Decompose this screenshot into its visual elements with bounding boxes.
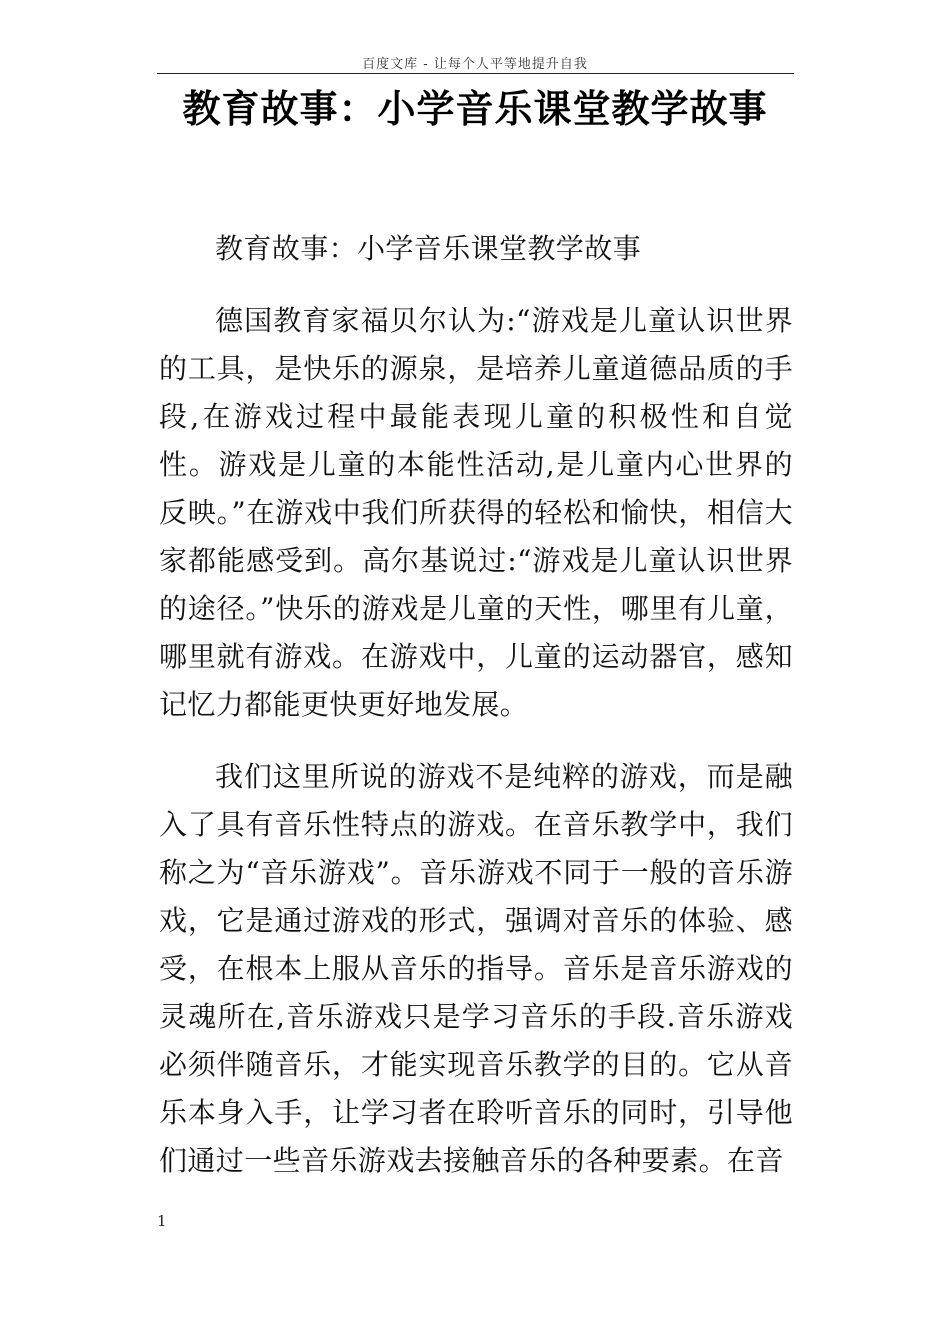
body-paragraph: 德国教育家福贝尔认为:“游戏是儿童认识世界的工具，是快乐的源泉，是培养儿童道德品质的手段,在游戏过程中最能表现儿童的积极性和自觉性。游戏是儿童的本能性活动,是儿童内心世界的反映。”在游戏中我们所获得的轻松和愉快，相信大家都能感受到。高尔基说过:“游戏是儿童认识世界的途径。”快乐的游戏是儿童的天性，哪里有儿童，哪里就有游戏。在游戏中，儿童的运动器官，感知记忆力都能更快更好地发展。 (159, 304, 793, 721)
page-header: 百度文库 - 让每个人平等地提升自我 (362, 57, 588, 72)
document-body (159, 225, 793, 1209)
header-divider (157, 73, 794, 74)
subtitle-paragraph: 教育故事：小学音乐课堂教学故事 (215, 232, 642, 265)
body-paragraph: 我们这里所说的游戏不是纯粹的游戏，而是融入了具有音乐性特点的游戏。在音乐教学中，我们称之为“音乐游戏”。音乐游戏不同于一般的音乐游戏，它是通过游戏的形式，强调对音乐的体验、感受，在根本上服从音乐的指导。音乐是音乐游戏的灵魂所在,音乐游戏只是学习音乐的手段.音乐游戏必须伴随音乐，才能实现音乐教学的目的。它从音乐本身入手，让学习者在聆听音乐的同时，引导他们通过一些音乐游戏去接触音乐的各种要素。在音 (159, 760, 793, 1177)
document-title: 教育故事：小学音乐课堂教学故事 (182, 87, 768, 131)
page-number: 1 (157, 1212, 167, 1230)
